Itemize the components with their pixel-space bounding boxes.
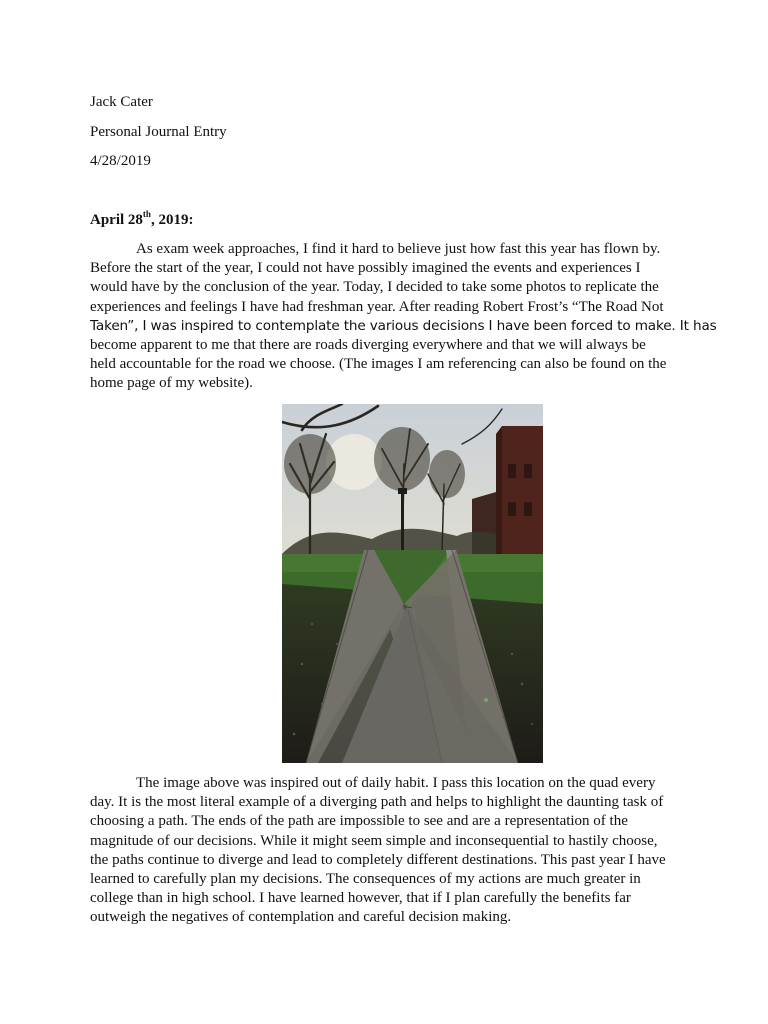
paragraph-line: magnitude of our decisions. While it might seem simple and inconsequential to hastily choose, [90,832,658,849]
paragraph-line: As exam week approaches, I find it hard to believe just how fast this year has flown by. [136,241,661,257]
paragraph-line: day. It is the most literal example of a diverging path and helps to highlight the daunting task of [90,794,664,811]
entry-heading-prefix: April 28 [90,212,143,228]
entry-heading-suffix: , 2019: [150,212,194,228]
diverging-path-photo [282,404,543,763]
paragraph-line: become apparent to me that there are roads diverging everywhere and that we will always be [90,336,646,353]
paragraph-line: The image above was inspired out of daily habit. I pass this location on the quad every [136,775,656,791]
paragraph-line: Before the start of the year, I could not have possibly imagined the events and experiences I [90,260,641,277]
paragraph-line: college than in high school. I have learned however, that if I plan carefully the benefits far [90,890,631,907]
entry-heading-superscript: th [142,209,151,219]
paragraph-intro [90,240,717,394]
paragraph-line: learned to carefully plan my decisions. The consequences of my actions are much greater in [90,870,641,887]
document-date: 4/28/2019 [90,153,151,169]
paragraph-reflection [90,774,680,928]
paragraph-line: choosing a path. The ends of the path are impossible to see and are a representation of the [90,813,628,830]
paragraph-line: experiences and feelings I have had freshman year. After reading Robert Frost’s “The Road Not [90,298,664,315]
paragraph-line: outweigh the negatives of contemplation and careful decision making. [90,909,512,926]
entry-heading [90,211,193,229]
paragraph-line: held accountable for the road we choose. (The images I am referencing can also be found on the [90,356,667,373]
paragraph-line: the paths continue to diverge and lead to completely different destinations. This past year I have [90,851,666,868]
author-name: Jack Cater [90,94,153,110]
paragraph-line: Taken”, I was inspired to contemplate the various decisions I have been forced to make. It has [90,317,717,334]
paragraph-line: would have by the conclusion of the year. Today, I decided to take some photos to replicate the [90,279,659,296]
document-type: Personal Journal Entry [90,124,227,140]
paragraph-line: home page of my website). [90,375,253,392]
